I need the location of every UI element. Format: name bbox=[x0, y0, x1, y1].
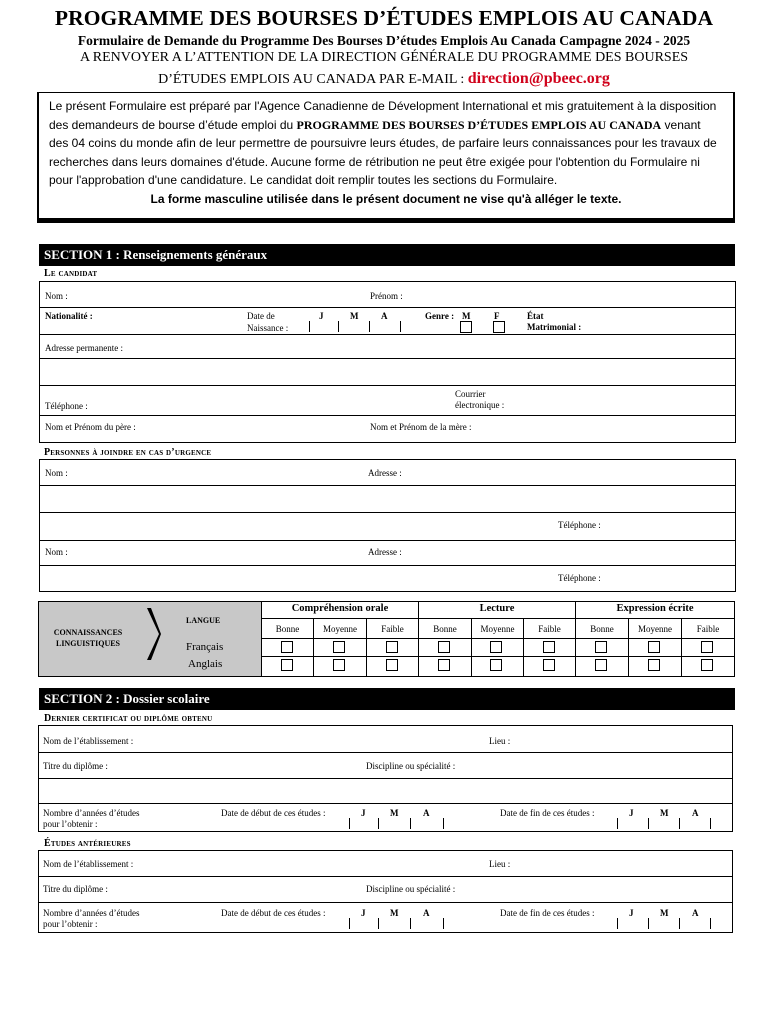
em1-telephone-label: Téléphone : bbox=[558, 520, 601, 530]
date-fin-label: Date de fin de ces études : bbox=[500, 808, 595, 818]
level-bonne: Bonne bbox=[590, 624, 614, 634]
fr-orale-moyenne-checkbox[interactable] bbox=[333, 641, 345, 653]
level-moyenne: Moyenne bbox=[480, 624, 515, 634]
etat-matrimonial-label: État bbox=[527, 311, 544, 321]
prev-discipline-label: Discipline ou spécialité : bbox=[366, 884, 456, 894]
row-divider bbox=[40, 565, 735, 566]
date-field-tick bbox=[679, 818, 680, 829]
etablissement-label: Nom de l’établissement : bbox=[43, 736, 134, 746]
form-title: PROGRAMME DES BOURSES D’ÉTUDES EMPLOIS AU CANADA bbox=[54, 6, 714, 30]
fr-orale-faible-checkbox[interactable] bbox=[386, 641, 398, 653]
date-field-tick bbox=[617, 818, 618, 829]
date-field-tick bbox=[679, 918, 680, 929]
genre-f-checkbox[interactable] bbox=[493, 321, 505, 333]
intro-program-name: PROGRAMME DES BOURSES D’ÉTUDES EMPLOIS AU CANADA bbox=[296, 117, 662, 132]
en-lecture-faible-checkbox[interactable] bbox=[543, 659, 555, 671]
fr-lecture-moyenne-checkbox[interactable] bbox=[490, 641, 502, 653]
fr-ecrite-bonne-checkbox[interactable] bbox=[595, 641, 607, 653]
discipline-label: Discipline ou spécialité : bbox=[366, 761, 456, 771]
en-orale-faible-checkbox[interactable] bbox=[386, 659, 398, 671]
em2-adresse-label: Adresse : bbox=[368, 547, 402, 557]
form-subtitle: Formulaire de Demande du Programme Des Bourses D’études Emplois Au Canada Campagne 2024 - 2025 bbox=[77, 33, 691, 48]
prev-fin-day-label: J bbox=[629, 908, 634, 918]
group-lecture: Lecture bbox=[479, 603, 515, 614]
nb-annees-label2: pour l’obtenir : bbox=[43, 819, 98, 829]
fin-day-label: J bbox=[629, 808, 634, 818]
language-row-francais: Français bbox=[186, 641, 224, 653]
fr-ecrite-faible-checkbox[interactable] bbox=[701, 641, 713, 653]
date-field-tick bbox=[369, 321, 370, 332]
table-divider bbox=[261, 638, 734, 639]
candidate-box bbox=[39, 281, 736, 443]
date-field-tick bbox=[648, 818, 649, 829]
birth-month-label: M bbox=[350, 311, 359, 321]
genre-m-label: M bbox=[462, 311, 471, 321]
date-field-tick bbox=[378, 818, 379, 829]
level-moyenne: Moyenne bbox=[638, 624, 672, 634]
titre-diplome-label: Titre du diplôme : bbox=[43, 761, 108, 771]
debut-year-label: A bbox=[423, 808, 430, 818]
date-field-tick bbox=[349, 918, 350, 929]
fr-ecrite-moyenne-checkbox[interactable] bbox=[648, 641, 660, 653]
table-divider bbox=[261, 618, 734, 619]
row-divider bbox=[39, 902, 732, 903]
date-field-tick bbox=[378, 918, 379, 929]
row-divider bbox=[40, 334, 735, 335]
birth-day-label: J bbox=[319, 311, 324, 321]
return-instructions-text: D’ÉTUDES EMPLOIS AU CANADA PAR E-MAIL : bbox=[158, 72, 468, 87]
debut-day-label: J bbox=[361, 808, 366, 818]
en-ecrite-faible-checkbox[interactable] bbox=[701, 659, 713, 671]
langue-heading: LANGUE bbox=[186, 616, 221, 625]
nom-mere-label: Nom et Prénom de la mère : bbox=[370, 422, 472, 432]
en-lecture-moyenne-checkbox[interactable] bbox=[490, 659, 502, 671]
date-field-tick bbox=[443, 818, 444, 829]
telephone-label: Téléphone : bbox=[45, 401, 88, 411]
row-divider bbox=[40, 415, 735, 416]
row-divider bbox=[40, 512, 735, 513]
previous-studies-heading: Études antérieures bbox=[44, 838, 131, 849]
en-orale-moyenne-checkbox[interactable] bbox=[333, 659, 345, 671]
bracket-arrow-icon bbox=[144, 606, 162, 662]
nom-pere-label: Nom et Prénom du père : bbox=[45, 422, 136, 432]
genre-m-checkbox[interactable] bbox=[460, 321, 472, 333]
fin-month-label: M bbox=[660, 808, 669, 818]
last-diploma-heading: Dernier certificat ou diplôme obtenu bbox=[44, 713, 213, 724]
emergency-heading: Personnes à joindre en cas d’urgence bbox=[44, 447, 212, 458]
fr-lecture-bonne-checkbox[interactable] bbox=[438, 641, 450, 653]
level-faible: Faible bbox=[381, 624, 404, 634]
prev-nb-annees-label: Nombre d’années d’études bbox=[43, 908, 140, 918]
fr-lecture-faible-checkbox[interactable] bbox=[543, 641, 555, 653]
intro-text-part2: venant des 04 coins du monde afin de leur permettre de poursuivre leurs études, de parfaire leurs connaissances pour les travaux de recherches dans leurs domaines d'étude. Aucune forme de rétribution ne peut être exigée pour l'obtention du Formulaire ni pour l'approbation d'une candidature. Le candidat doit remplir toutes les sections du Formulaire. bbox=[49, 117, 717, 188]
date-debut-label: Date de début de ces études : bbox=[221, 808, 326, 818]
nb-annees-label: Nombre d’années d’études bbox=[43, 808, 140, 818]
row-divider bbox=[39, 876, 732, 877]
row-divider bbox=[40, 307, 735, 308]
row-divider bbox=[40, 485, 735, 486]
date-field-tick bbox=[410, 918, 411, 929]
prev-debut-day-label: J bbox=[361, 908, 366, 918]
prev-fin-month-label: M bbox=[660, 908, 669, 918]
date-field-tick bbox=[443, 918, 444, 929]
prev-fin-year-label: A bbox=[692, 908, 699, 918]
adresse-permanente-label: Adresse permanente : bbox=[45, 343, 123, 353]
en-ecrite-moyenne-checkbox[interactable] bbox=[648, 659, 660, 671]
fr-orale-bonne-checkbox[interactable] bbox=[281, 641, 293, 653]
table-divider bbox=[261, 656, 734, 657]
language-row-anglais: Anglais bbox=[188, 658, 223, 670]
date-field-tick bbox=[710, 818, 711, 829]
en-lecture-bonne-checkbox[interactable] bbox=[438, 659, 450, 671]
row-divider bbox=[39, 778, 732, 779]
debut-month-label: M bbox=[390, 808, 399, 818]
section2-title-bar: SECTION 2 : Dossier scolaire bbox=[39, 688, 735, 710]
level-bonne: Bonne bbox=[275, 624, 300, 634]
nom-label: Nom : bbox=[45, 291, 68, 301]
em2-telephone-label: Téléphone : bbox=[558, 573, 601, 583]
level-faible: Faible bbox=[696, 624, 720, 634]
prev-date-debut-label: Date de début de ces études : bbox=[221, 908, 326, 918]
date-field-tick bbox=[410, 818, 411, 829]
language-side-label2: LINGUISTIQUES bbox=[55, 639, 121, 648]
prev-titre-diplome-label: Titre du diplôme : bbox=[43, 884, 108, 894]
level-moyenne: Moyenne bbox=[323, 624, 357, 634]
return-instructions-line1: A RENVOYER A L’ATTENTION DE LA DIRECTION GÉNÉRALE DU PROGRAMME DES BOURSES bbox=[79, 50, 689, 65]
emergency-box bbox=[39, 459, 736, 592]
group-expression-ecrite: Expression écrite bbox=[616, 603, 694, 614]
lieu-label: Lieu : bbox=[489, 736, 511, 746]
section1-title-bar: SECTION 1 : Renseignements généraux bbox=[39, 244, 735, 266]
prev-debut-year-label: A bbox=[423, 908, 430, 918]
prev-nb-annees-label2: pour l’obtenir : bbox=[43, 919, 98, 929]
date-naissance-label: Date de bbox=[247, 311, 275, 321]
em2-nom-label: Nom : bbox=[45, 547, 68, 557]
intro-text-part1: Le présent Formulaire est préparé par l'Agence Canadienne de Dévelopment International et mis gratuitement à la disposition des demandeurs de bourse d’étude emploi du bbox=[49, 99, 717, 132]
courrier-label: Courrier bbox=[455, 389, 486, 399]
date-field-tick bbox=[648, 918, 649, 929]
candidate-heading: Le candidat bbox=[44, 268, 98, 279]
fin-year-label: A bbox=[692, 808, 699, 818]
genre-f-label: F bbox=[494, 311, 500, 321]
row-divider bbox=[40, 540, 735, 541]
en-orale-bonne-checkbox[interactable] bbox=[281, 659, 293, 671]
courrier-label2: électronique : bbox=[455, 400, 505, 410]
prev-lieu-label: Lieu : bbox=[489, 859, 511, 869]
en-ecrite-bonne-checkbox[interactable] bbox=[595, 659, 607, 671]
language-side-label: CONNAISSANCES bbox=[53, 628, 123, 637]
nationalite-label: Nationalité : bbox=[45, 311, 93, 321]
prev-date-fin-label: Date de fin de ces études : bbox=[500, 908, 595, 918]
date-field-tick bbox=[349, 818, 350, 829]
date-field-tick bbox=[309, 321, 310, 332]
email-link[interactable]: direction@pbeec.org bbox=[467, 70, 610, 87]
return-instructions-line2 bbox=[0, 70, 768, 88]
row-divider bbox=[39, 752, 732, 753]
intro-box bbox=[37, 92, 735, 223]
birth-year-label: A bbox=[381, 311, 388, 321]
em1-adresse-label: Adresse : bbox=[368, 468, 402, 478]
em1-nom-label: Nom : bbox=[45, 468, 68, 478]
prev-debut-month-label: M bbox=[390, 908, 399, 918]
group-comprehension-orale: Compréhension orale bbox=[291, 603, 389, 614]
row-divider bbox=[40, 358, 735, 359]
date-field-tick bbox=[710, 918, 711, 929]
date-field-tick bbox=[617, 918, 618, 929]
row-divider bbox=[39, 803, 732, 804]
level-faible: Faible bbox=[538, 624, 561, 634]
prenom-label: Prénom : bbox=[370, 291, 403, 301]
row-divider bbox=[40, 385, 735, 386]
etat-matrimonial-label2: Matrimonial : bbox=[527, 322, 582, 332]
date-field-tick bbox=[338, 321, 339, 332]
date-field-tick bbox=[400, 321, 401, 332]
intro-bold-note: La forme masculine utilisée dans le présent document ne vise qu'à alléger le texte. bbox=[150, 191, 622, 206]
level-bonne: Bonne bbox=[433, 624, 457, 634]
date-naissance-label2: Naissance : bbox=[247, 323, 289, 333]
genre-label: Genre : bbox=[425, 311, 455, 321]
prev-etablissement-label: Nom de l’établissement : bbox=[43, 859, 134, 869]
